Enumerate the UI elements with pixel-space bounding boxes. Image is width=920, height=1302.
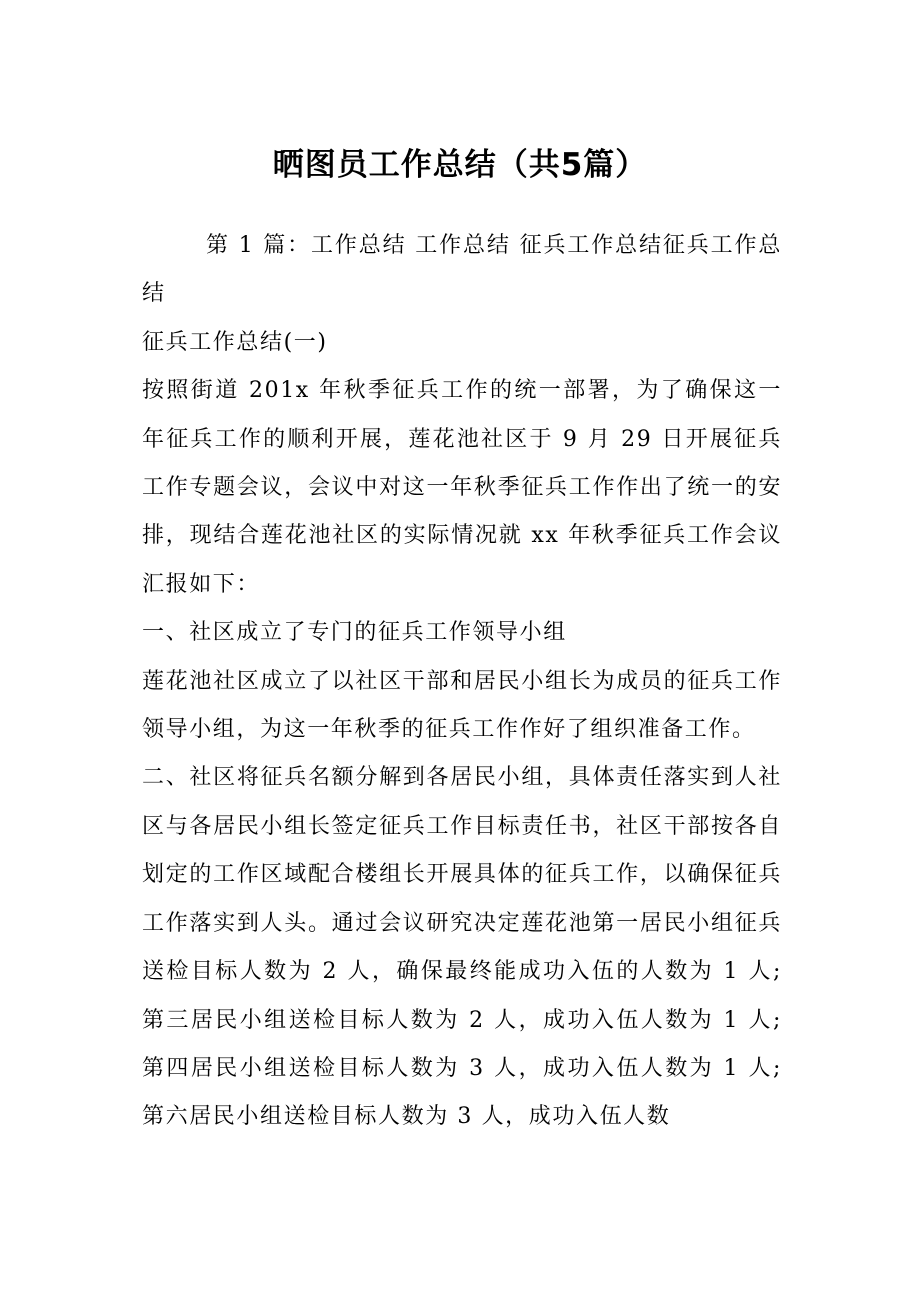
- body-paragraph: 二、社区将征兵名额分解到各居民小组，具体责任落实到人社区与各居民小组长签定征兵工作目标责任书，社区干部按各自划定的工作区域配合楼组长开展具体的征兵工作，以确保征兵工作落实到人头。通过会议研究决定莲花池第一居民小组征兵送检目标人数为 2 人，确保最终能成功入伍的人数为 1 人;第三居民小组送检目标人数为 2 人，成功入伍人数为 1 人;第四居民小组送检目标人数为 3 人，成功入伍人数为 1 人;第六居民小组送检目标人数为 3 人，成功入伍人数: [142, 765, 782, 1130]
- body-paragraph: 莲花池社区成立了以社区干部和居民小组长为成员的征兵工作领导小组，为这一年秋季的征兵工作作好了组织准备工作。: [142, 668, 782, 743]
- body-paragraph: 按照街道 201x 年秋季征兵工作的统一部署，为了确保这一年征兵工作的顺利开展，莲花池社区于 9 月 29 日开展征兵工作专题会议，会议中对这一年秋季征兵工作作出了统一的安排，现结合莲花池社区的实际情况就 xx 年秋季征兵工作会议汇报如下：: [142, 378, 782, 597]
- chapter-heading: 第 1 篇：工作总结 工作总结 征兵工作总结征兵工作总结: [142, 233, 782, 307]
- document-title: 晒图员工作总结（共5篇）: [272, 147, 648, 183]
- document-body: [142, 222, 782, 1142]
- section-heading: 一、社区成立了专门的征兵工作领导小组: [142, 620, 567, 646]
- section-heading: 征兵工作总结(一): [142, 329, 328, 355]
